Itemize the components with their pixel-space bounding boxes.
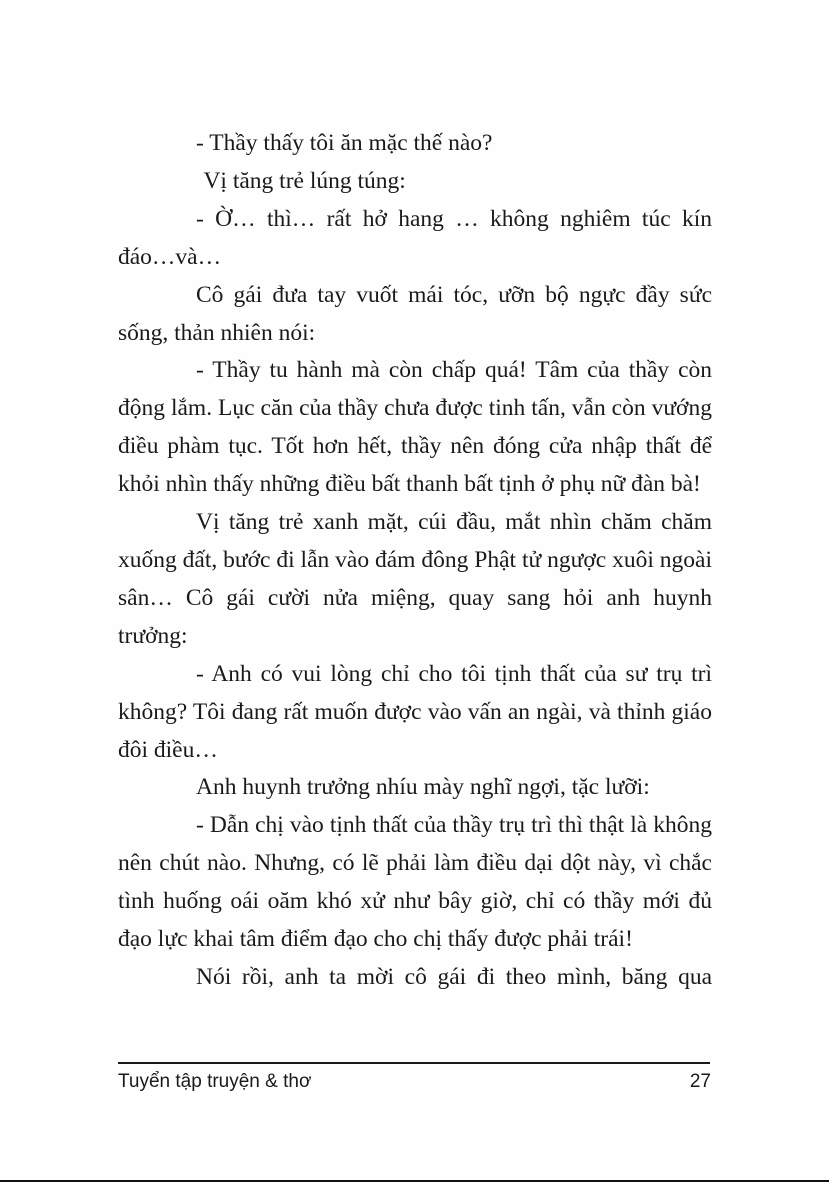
- paragraph: Anh huynh trưởng nhíu mày nghĩ ngợi, tặc lưỡi:: [196, 774, 650, 801]
- paragraph: Nói rồi, anh ta mời cô gái đi theo mình, băng qua: [196, 963, 712, 990]
- paragraph: Cô gái đưa tay vuốt mái tóc, ưỡn bộ ngực đầy sức sống, thản nhiên nói:: [118, 281, 712, 346]
- paragraph: - Thầy thấy tôi ăn mặc thế nào?: [196, 130, 493, 156]
- page-number: 27: [689, 1071, 711, 1092]
- paragraph: - Ờ… thì… rất hở hang … không nghiêm túc kín đáo…và…: [118, 205, 712, 270]
- footer-divider: [118, 1062, 710, 1064]
- footer-book-title: Tuyển tập truyện & thơ: [118, 1071, 312, 1092]
- paragraph: Vị tăng trẻ xanh mặt, cúi đầu, mắt nhìn chăm chăm xuống đất, bước đi lẫn vào đám đông Phật tử ngược xuôi ngoài sân… Cô gái cười nửa miệng, quay sang hỏi anh huynh trưởng:: [118, 509, 712, 649]
- paragraph: - Thầy tu hành mà còn chấp quá! Tâm của thầy còn động lắm. Lục căn của thầy chưa được tinh tấn, vẫn còn vướng điều phàm tục. Tốt hơn hết, thầy nên đóng cửa nhập thất để khỏi nhìn thấy những điều bất thanh bất tịnh ở phụ nữ đàn bà!: [118, 357, 712, 498]
- body-text: [118, 125, 712, 997]
- paragraph: - Dẫn chị vào tịnh thất của thầy trụ trì thì thật là không nên chút nào. Nhưng, có lẽ phải làm điều dại dột này, vì chắc tình huống oái oăm khó xử như bây giờ, chỉ có thầy mới đủ đạo lực khai tâm điểm đạo cho chị thấy được phải trái!: [118, 812, 712, 953]
- paragraph: Vị tăng trẻ lúng túng:: [198, 167, 406, 194]
- paragraph: - Anh có vui lòng chỉ cho tôi tịnh thất của sư trụ trì không? Tôi đang rất muốn được vào vấn an ngài, và thỉnh giáo đôi điều…: [118, 660, 712, 763]
